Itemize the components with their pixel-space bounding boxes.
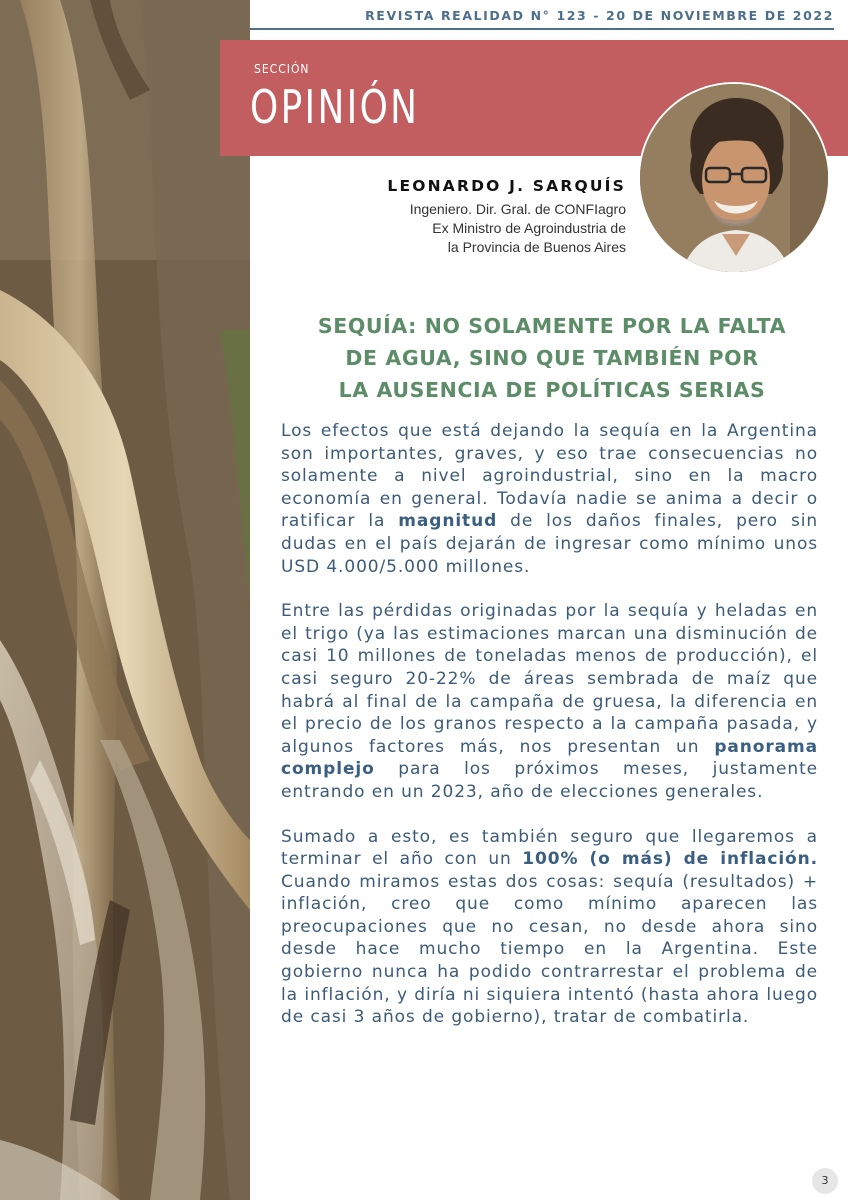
paragraph-text: Sumado a esto, es también seguro que llegaremos a terminar el año con un bbox=[281, 826, 818, 870]
header-rule bbox=[250, 28, 834, 30]
article-headline bbox=[282, 310, 822, 406]
paragraph-text: para los próximos meses, justamente entrando en un 2023, año de elecciones generales. bbox=[281, 759, 818, 802]
paragraph-emphasis: 100% (o más) de inflación. bbox=[522, 849, 818, 870]
paragraph-text: de los daños finales, pero sin dudas en el país dejarán de ingresar como mínimo unos USD 4.000/5.000 millones. bbox=[281, 511, 818, 577]
paragraph-emphasis: panorama complejo bbox=[281, 736, 818, 780]
author-role-line: la Provincia de Buenos Aires bbox=[447, 239, 626, 255]
author-role-line: Ex Ministro de Agroindustria de bbox=[432, 220, 626, 236]
section-title: OPINIÓN bbox=[250, 80, 420, 134]
paragraph-text: Entre las pérdidas originadas por la sequía y heladas en el trigo (ya las estimaciones marcan una disminución de casi 10 millones de toneladas menos de producción), el casi seguro 20-22% de áreas sembrada de maíz que habrá al final de la campaña de gruesa, la diferencia en el precio de los granos respecto a la campaña pasada, y algunos factores más, nos presentan un bbox=[281, 601, 818, 757]
headline-line: LA AUSENCIA DE POLÍTICAS SERIAS bbox=[338, 378, 766, 402]
author-portrait bbox=[638, 82, 830, 274]
headline-line: DE AGUA, SINO QUE TAMBIÉN POR bbox=[345, 346, 759, 370]
body-paragraph bbox=[281, 420, 818, 578]
paragraph-text: Cuando miramos estas dos cosas: sequía (resultados) + inflación, creo que como mínimo aparecen las preocupaciones que no cesan, no desde ahora sino desde hace mucho tiempo en la Argentina. Este gobierno nunca ha podido contrarrestar el problema de la inflación, y diría ni siquiera intentó (hasta ahora luego de casi 3 años de gobierno), tratar de combatirla. bbox=[281, 871, 818, 1028]
corn-leaves-photo bbox=[0, 0, 250, 1200]
page-number: 3 bbox=[812, 1168, 838, 1194]
article-body bbox=[281, 420, 818, 1051]
issue-header: REVISTA REALIDAD N° 123 - 20 DE NOVIEMBRE DE 2022 bbox=[365, 8, 834, 23]
author-name: LEONARDO J. SARQUÍS bbox=[387, 177, 626, 195]
paragraph-emphasis: magnitud bbox=[398, 511, 498, 532]
headline-line: SEQUÍA: NO SOLAMENTE POR LA FALTA bbox=[317, 314, 787, 338]
paragraph-text: Los efectos que está dejando la sequía en la Argentina son importantes, graves, y eso trae consecuencias no solamente a nivel agroindustrial, sino en la macro economía en general. Todavía nadie se anima a decir o ratificar la bbox=[281, 421, 818, 532]
body-paragraph bbox=[281, 826, 818, 1029]
body-paragraph bbox=[281, 600, 818, 803]
author-role bbox=[410, 200, 626, 257]
section-kicker: SECCIÓN bbox=[254, 62, 310, 76]
author-role-line: Ingeniero. Dir. Gral. de CONFIagro bbox=[409, 201, 626, 217]
